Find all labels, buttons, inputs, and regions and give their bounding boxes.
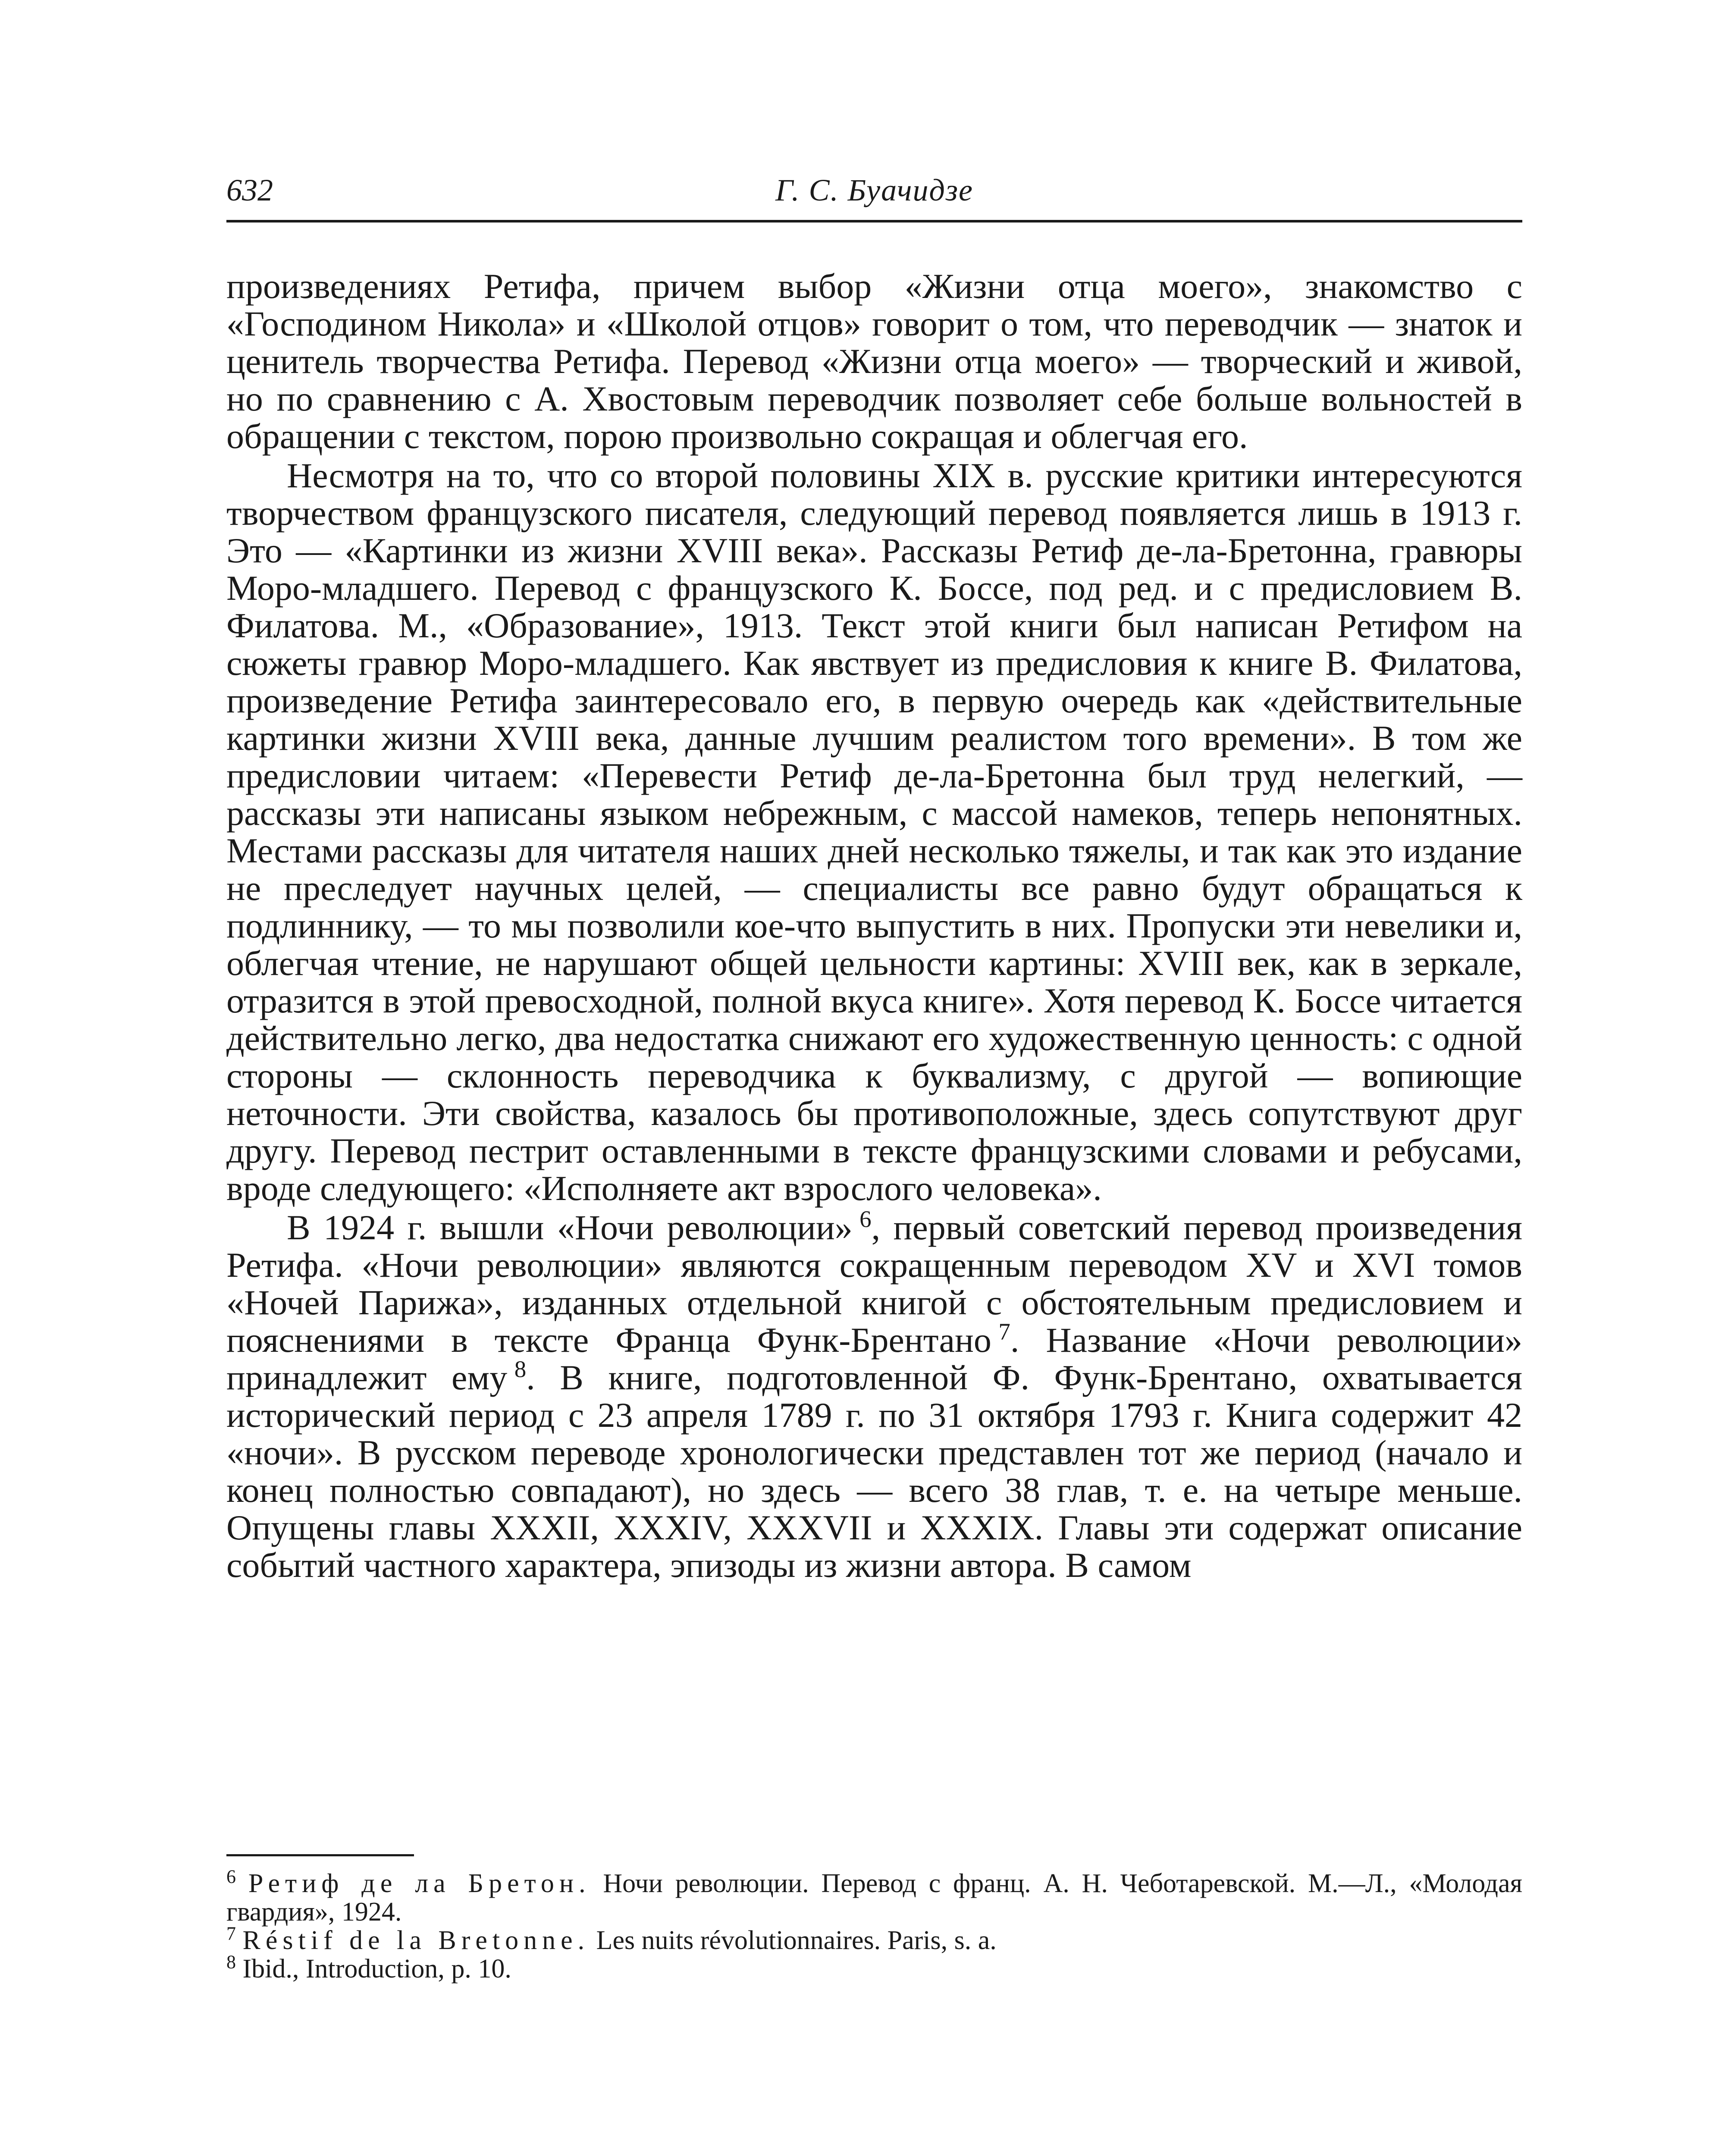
footnote-ref-8: 8 (514, 1356, 527, 1382)
footnote-ref-7: 7 (998, 1318, 1010, 1345)
footnote-8 (226, 1951, 1522, 1984)
footnote-text: Ibid., Introduction, p. 10. (242, 1954, 511, 1984)
paragraph-3-part-c: . Название «Ночи революции» принадлежит ему (226, 1320, 1522, 1397)
page-number: 632 (226, 173, 273, 207)
paragraph-3-part-a: В 1924 г. вышли «Ночи революции» (287, 1208, 853, 1247)
footnote-author: Ретиф де ла Бретон. (248, 1869, 591, 1898)
paragraph-3 (226, 1206, 1522, 1585)
page-header (226, 172, 1522, 222)
footnote-number: 8 (226, 1951, 236, 1973)
paragraph-3-part-d: . В книге, подготовленной Ф. Функ-Брентано, охватывается исторический период с 23 апреля 1789 г. по 31 октября 1793 г. Книга содержит 42 «ночи». В русском переводе хронологически представлен тот же период (начало и конец полностью совпадают), но здесь — всего 38 глав, т. е. на четыре меньше. Опущены главы XXXII, XXXIV, XXXVII и XXXIX. Главы эти содержат описание событий частного характера, эпизоды из жизни автора. В самом (226, 1358, 1522, 1585)
footnote-author: Réstif de la Bretonne. (242, 1926, 590, 1955)
footnote-text: Ночи революции. Перевод с франц. А. Н. Чеботаревской. М.—Л., «Молодая гвардия», 1924. (226, 1869, 1523, 1927)
footnote-text: Les nuits révolutionnaires. Paris, s. a. (590, 1926, 997, 1955)
footnote-divider (226, 1854, 414, 1856)
main-text (226, 267, 1522, 1584)
footnote-number: 7 (226, 1923, 236, 1944)
footnotes (226, 1866, 1523, 1984)
footnote-6 (226, 1866, 1523, 1927)
footnote-number: 6 (226, 1866, 236, 1887)
paragraph-2: Несмотря на то, что со второй половины XIX в. русские критики интересуются творчеством французского писателя, следующий перевод появляется лишь в 1913 г. Это — «Картинки из жизни XVIII века». Рассказы Ретиф де-ла-Бретонна, гравюры Моро-младшего. Перевод с французского К. Боссе, под ред. и с предисловием В. Филатова. М., «Образование», 1913. Текст этой книги был написан Ретифом на сюжеты гравюр Моро-младшего. Как явствует из предисловия к книге В. Филатова, произведение Ретифа заинтересовало его, в первую очередь как «действительные картинки жизни XVIII века, данные лучшим реалистом того времени». В том же предисловии читаем: «Перевести Ретиф де-ла-Бретонна был труд нелегкий, — рассказы эти написаны языком небрежным, с массой намеков, теперь непонятных. Местами рассказы для читателя наших дней несколько тяжелы, и так как это издание не преследует научных целей, — специалисты все равно будут обращаться к подлиннику, — то мы позволили кое-что выпустить в них. Пропуски эти невелики и, облегчая чтение, не нарушают общей цельности картины: XVIII век, как в зеркале, отразится в этой превосходной, полной вкуса книге». Хотя перевод К. Боссе читается действительно легко, два недостатка снижают его художественную ценность: с одной стороны — склонность переводчика к буквализму, с другой — вопиющие неточности. Эти свойства, казалось бы противоположные, здесь сопутствуют друг другу. Перевод пестрит оставленными в тексте французскими словами и ребусами, вроде следующего: «Исполняете акт взрослого человека». (226, 456, 1522, 1208)
footnote-7 (226, 1923, 1522, 1955)
paragraph-3-part-b: , первый советский перевод произведения Ретифа. «Ночи революции» являются сокращенным переводом XV и XVI томов «Ночей Парижа», изданных отдельной книгой с обстоятельным предисловием и пояснениями в тексте Франца Функ-Брентано (226, 1208, 1522, 1360)
footnote-ref-6: 6 (859, 1206, 872, 1232)
paragraph-1: произведениях Ретифа, причем выбор «Жизни отца моего», знакомство с «Господином Никола» и «Школой отцов» говорит о том, что переводчик — знаток и ценитель творчества Ретифа. Перевод «Жизни отца моего» — творческий и живой, но по сравнению с А. Хвостовым переводчик позволяет себе больше вольностей в обращении с текстом, порою произвольно сокращая и облегчая его. (226, 266, 1522, 456)
running-head: Г. С. Буачидзе (775, 173, 973, 207)
